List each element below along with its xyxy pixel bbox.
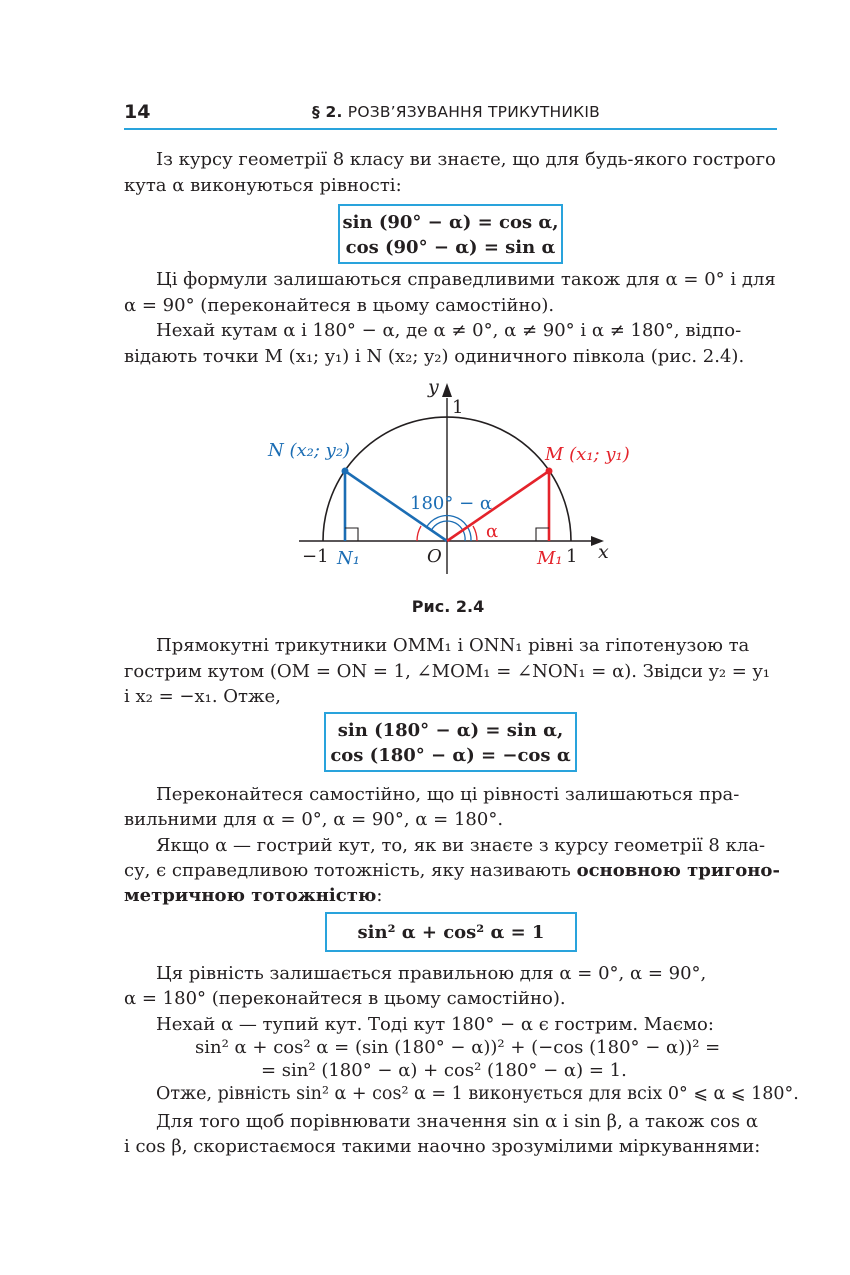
p9-line-2: і cos β, скористаємося такими наочно зрозумілими міркуваннями:: [124, 1136, 761, 1157]
page-number: 14: [124, 101, 151, 123]
label-one-x: 1: [566, 546, 578, 567]
section-mark: § 2.: [312, 103, 343, 121]
p5-line-1: Переконайтеся самостійно, що ці рівності залишаються пра-: [156, 784, 740, 805]
p5-line-2: вильними для α = 0°, α = 90°, α = 180°.: [124, 809, 504, 830]
p8-equation-2: = sin² (180° − α) + cos² (180° − α) = 1.: [261, 1060, 627, 1081]
label-point-M: M (x₁; y₁): [545, 444, 630, 465]
label-neg-one: −1: [302, 546, 329, 567]
p7-line-2: α = 180° (переконайтеся в цьому самостійно).: [124, 988, 566, 1009]
p4-line-2: гострим кутом (OM = ON = 1, ∠MOM₁ = ∠NON₁ = α). Звідси y₂ = y₁: [124, 661, 770, 682]
formula-line: cos (180° − α) = −cos α: [330, 745, 571, 766]
label-point-N: N (x₂; y₂): [268, 440, 351, 461]
p6-line-1: Якщо α — гострий кут, то, як ви знаєте з курсу геометрії 8 кла-: [156, 835, 766, 856]
p6-line-3-end: :: [376, 885, 383, 906]
point-N: [342, 468, 349, 475]
p6-term-bold: основною тригоно-: [576, 860, 780, 881]
p6-line-2: [124, 860, 780, 881]
figure-unit-semicircle: [0, 378, 850, 578]
right-angle-mark-M1: [536, 528, 549, 541]
p7-line-1: Ця рівність залишається правильною для α = 0°, α = 90°,: [156, 963, 707, 984]
p8-line-end: Отже, рівність sin² α + cos² α = 1 виконується для всіх 0° ⩽ α ⩽ 180°.: [156, 1084, 799, 1104]
intro-line-2: кута α виконуються рівності:: [124, 175, 402, 196]
p4-line-1: Прямокутні трикутники OMM₁ і ONN₁ рівні за гіпотенузою та: [156, 635, 750, 656]
label-angle-180-minus-alpha: 180° − α: [410, 493, 493, 514]
y-axis-arrow-icon: [442, 383, 452, 397]
formula-line: cos (90° − α) = sin α: [345, 237, 556, 258]
point-M: [546, 468, 553, 475]
p3-line-1: Нехай кутам α і 180° − α, де α ≠ 0°, α ≠ 90° і α ≠ 180°, відпо-: [156, 320, 742, 341]
header-rule: [124, 128, 777, 130]
formula-line: sin (180° − α) = sin α,: [337, 720, 564, 741]
section-title: [312, 103, 600, 121]
formula-box-identity: [325, 912, 577, 952]
label-M1: M₁: [537, 548, 563, 569]
p2-line-1: Ці формули залишаються справедливими також для α = 0° і для: [156, 269, 776, 290]
p8-line-1: Нехай α — тупий кут. Тоді кут 180° − α є гострим. Маємо:: [156, 1014, 714, 1035]
formula-box-reduction: [324, 712, 577, 772]
angle-arc-small: [473, 526, 477, 541]
p3-line-2: відають точки M (x₁; y₁) і N (x₂; y₂) одиничного півкола (рис. 2.4).: [124, 346, 745, 367]
formula-box-cofunction: [338, 204, 563, 264]
p8-equation-1: sin² α + cos² α = (sin (180° − α))² + (−cos (180° − α))² =: [195, 1037, 721, 1058]
intro-line-1: Із курсу геометрії 8 класу ви знаєте, що для будь-якого гострого: [156, 149, 776, 170]
p6-line-3: [124, 885, 382, 906]
figure-caption: Рис. 2.4: [411, 597, 485, 616]
p6-line-2-text: су, є справедливою тотожність, яку називають: [124, 860, 577, 881]
formula-line: sin² α + cos² α = 1: [357, 922, 545, 943]
label-axis-y: y: [428, 378, 439, 398]
label-N1: N₁: [337, 548, 360, 569]
label-origin-O: O: [427, 546, 442, 567]
label-angle-alpha: α: [486, 521, 499, 542]
label-one-y: 1: [452, 397, 464, 418]
p4-line-3: і x₂ = −x₁. Отже,: [124, 686, 281, 707]
p2-line-2: α = 90° (переконайтеся в цьому самостійно).: [124, 295, 555, 316]
p6-term-bold-2: метричною тотожністю: [124, 885, 377, 906]
right-angle-mark-N1: [345, 528, 358, 541]
label-axis-x: x: [598, 541, 609, 563]
formula-line: sin (90° − α) = cos α,: [342, 212, 559, 233]
angle-arc-left: [417, 526, 421, 541]
section-title-text: РОЗВ’ЯЗУВАННЯ ТРИКУТНИКІВ: [347, 103, 600, 121]
p9-line-1: Для того щоб порівнювати значення sin α і sin β, а також cos α: [156, 1111, 759, 1132]
